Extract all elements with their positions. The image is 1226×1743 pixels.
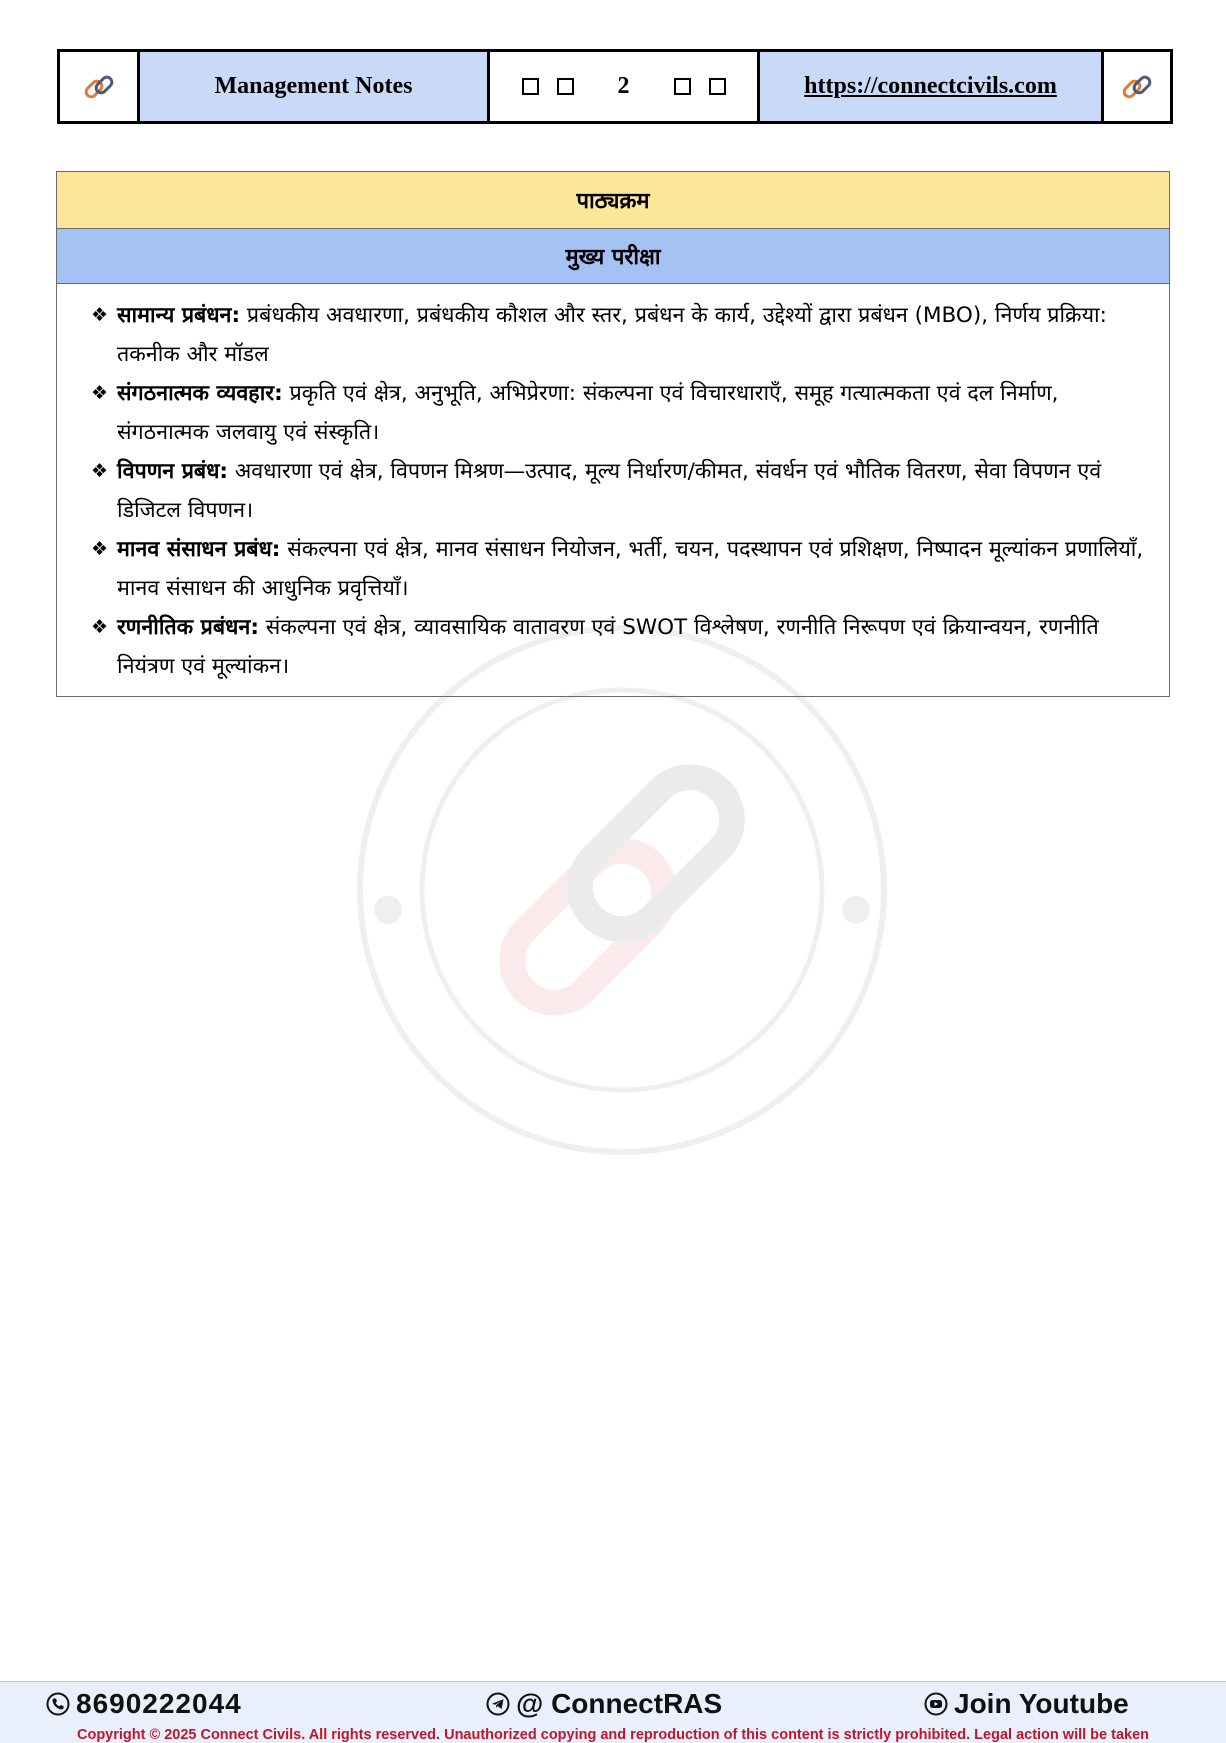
- watermark-seal: [352, 620, 892, 1160]
- item-text: प्रकृति एवं क्षेत्र, अनुभूति, अभिप्रेरणा: संकल्पना एवं विचारधाराएँ, समूह गत्यात्मकता एवं दल निर्माण, संगठनात्मक जलवायु एवं संस्कृति।: [117, 381, 1059, 445]
- box-glyph: [522, 78, 539, 95]
- syllabus-list: [57, 284, 1169, 696]
- box-glyph: [557, 78, 574, 95]
- box-glyph: [674, 78, 691, 95]
- diamond-bullet-icon: ❖: [91, 616, 109, 638]
- item-text: अवधारणा एवं क्षेत्र, विपणन मिश्रण—उत्पाद, मूल्य निर्धारण/कीमत, संवर्धन एवं भौतिक वितरण, सेवा विपणन एवं डिजिटल विपणन।: [117, 459, 1102, 523]
- website-link[interactable]: https://connectcivils.com: [804, 73, 1057, 99]
- syllabus-heading: पाठ्यक्रम: [57, 172, 1169, 229]
- diamond-bullet-icon: ❖: [91, 538, 109, 560]
- list-item: [91, 530, 1145, 608]
- phone-number: 8690222044: [76, 1688, 242, 1719]
- left-logo-cell: [60, 52, 140, 121]
- header-title-cell: [140, 52, 490, 121]
- list-item: [91, 452, 1145, 530]
- list-item: [91, 374, 1145, 452]
- diamond-bullet-icon: ❖: [91, 460, 109, 482]
- header-link-cell: [760, 52, 1104, 121]
- telegram-handle: @ ConnectRAS: [516, 1688, 723, 1719]
- phone-icon: [46, 1692, 70, 1716]
- item-label: संगठनात्मक व्यवहार:: [117, 381, 283, 406]
- footer-contacts: [0, 1688, 1226, 1722]
- exam-subheading: मुख्य परीक्षा: [57, 229, 1169, 284]
- syllabus-table: [56, 171, 1170, 697]
- diamond-bullet-icon: ❖: [91, 382, 109, 404]
- list-item: [91, 608, 1145, 686]
- phone-contact[interactable]: [46, 1688, 242, 1720]
- youtube-icon: [924, 1692, 948, 1716]
- right-logo-cell: [1104, 52, 1170, 121]
- page-number: 2: [617, 73, 630, 99]
- item-text: संकल्पना एवं क्षेत्र, व्यावसायिक वातावरण एवं SWOT विश्लेषण, रणनीति निरूपण एवं क्रियान्वयन, रणनीति नियंत्रण एवं मूल्यांकन।: [117, 615, 1099, 679]
- list-item: [91, 296, 1145, 374]
- box-glyph: [709, 78, 726, 95]
- telegram-icon: [486, 1692, 510, 1716]
- diamond-bullet-icon: ❖: [91, 304, 109, 326]
- youtube-label: Join Youtube: [954, 1688, 1129, 1719]
- page-header: [57, 49, 1173, 124]
- item-text: संकल्पना एवं क्षेत्र, मानव संसाधन नियोजन, भर्ती, चयन, पदस्थापन एवं प्रशिक्षण, निष्पादन मूल्यांकन प्रणालियाँ, मानव संसाधन की आधुनिक प्रवृत्तियाँ।: [117, 537, 1144, 601]
- item-label: रणनीतिक प्रबंधन:: [117, 615, 259, 640]
- copyright-notice: Copyright © 2025 Connect Civils. All rights reserved. Unauthorized copying and reproduction of this content is strictly prohibited. Legal action will be taken: [76, 1727, 1150, 1743]
- item-label: मानव संसाधन प्रबंध:: [117, 537, 281, 562]
- page-footer: [0, 1681, 1226, 1743]
- item-text: प्रबंधकीय अवधारणा, प्रबंधकीय कौशल और स्तर, प्रबंधन के कार्य, उद्देश्यों द्वारा प्रबंधन (MBO), निर्णय प्रक्रिया: तकनीक और मॉडल: [117, 303, 1107, 367]
- item-label: विपणन प्रबंध:: [117, 459, 229, 484]
- page-title: Management Notes: [214, 73, 413, 99]
- telegram-contact[interactable]: [486, 1688, 722, 1720]
- page-number-cell: [490, 52, 760, 121]
- item-label: सामान्य प्रबंधन:: [117, 303, 241, 328]
- chain-link-icon: [81, 69, 117, 105]
- youtube-contact[interactable]: [924, 1688, 1129, 1720]
- chain-link-icon: [1119, 69, 1155, 105]
